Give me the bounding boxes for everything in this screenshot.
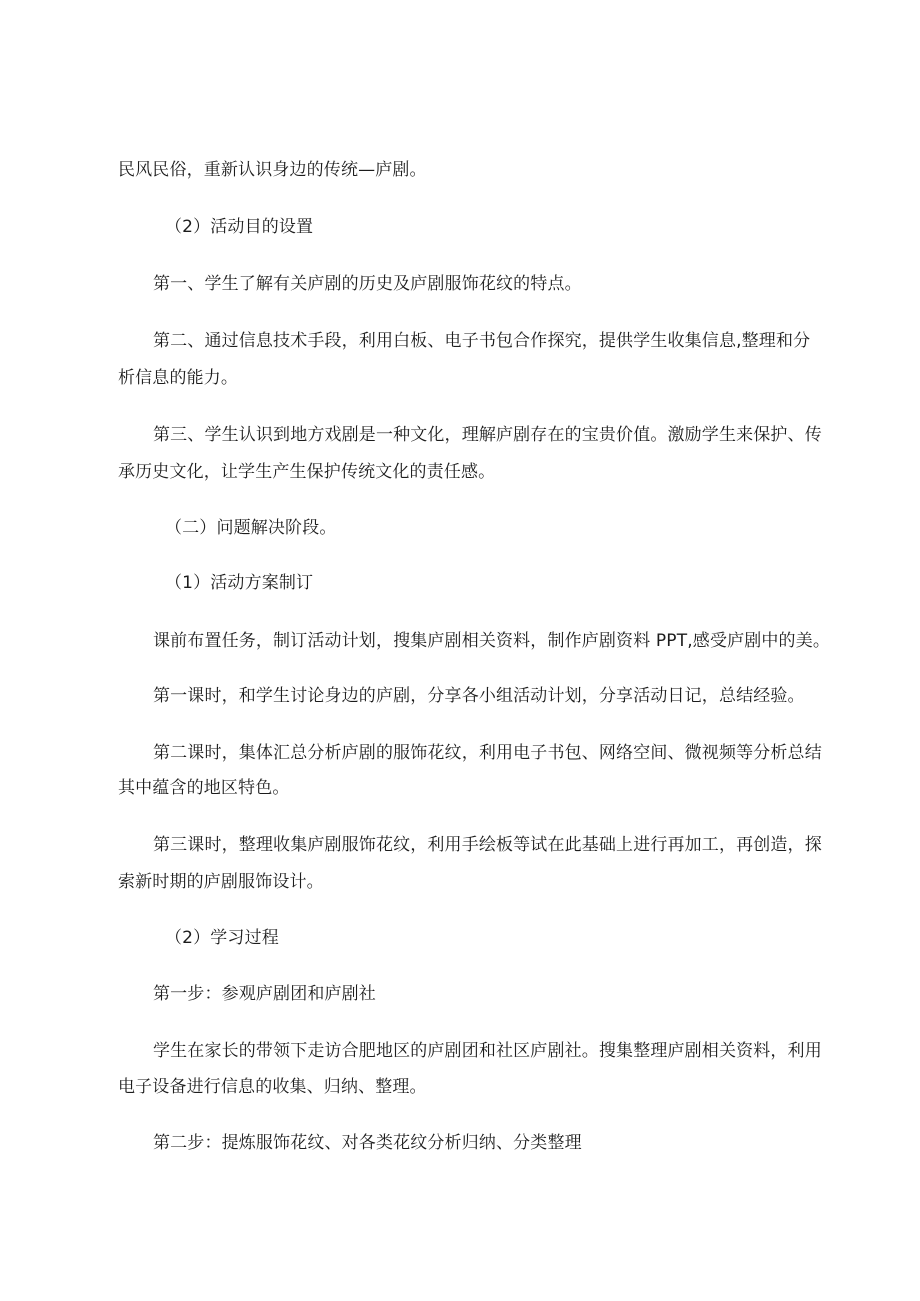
goal-first: 第一、学生了解有关庐剧的历史及庐剧服饰花纹的特点。 bbox=[153, 274, 582, 294]
plan-lesson-two-line2: 其中蕴含的地区特色。 bbox=[118, 778, 290, 798]
subheading-activity-plan: （1）活动方案制订 bbox=[165, 573, 314, 593]
plan-lesson-two-line1: 第二课时，集体汇总分析庐剧的服饰花纹，利用电子书包、网络空间、微视频等分析总结 bbox=[153, 743, 822, 763]
paragraph-continuation: 民风民俗，重新认识身边的传统—庐剧。 bbox=[118, 160, 427, 180]
goal-third-line1: 第三、学生认识到地方戏剧是一种文化，理解庐剧存在的宝贵价值。激励学生来保护、传 bbox=[153, 425, 822, 445]
step-one-body-line1: 学生在家长的带领下走访合肥地区的庐剧团和社区庐剧社。搜集整理庐剧相关资料，利用 bbox=[153, 1041, 822, 1061]
plan-preclass: 课前布置任务，制订活动计划，搜集庐剧相关资料，制作庐剧资料 PPT,感受庐剧中的美。 bbox=[153, 631, 830, 651]
goal-second-line1: 第二、通过信息技术手段，利用白板、电子书包合作探究，提供学生收集信息,整理和分 bbox=[153, 331, 811, 351]
step-one-title: 第一步：参观庐剧团和庐剧社 bbox=[153, 984, 376, 1004]
plan-lesson-one: 第一课时，和学生讨论身边的庐剧，分享各小组活动计划，分享活动日记，总结经验。 bbox=[153, 686, 805, 706]
step-one-body-line2: 电子设备进行信息的收集、归纳、整理。 bbox=[118, 1077, 427, 1097]
plan-lesson-three-line2: 索新时期的庐剧服饰设计。 bbox=[118, 872, 324, 892]
step-two-title: 第二步：提炼服饰花纹、对各类花纹分析归纳、分类整理 bbox=[153, 1133, 582, 1153]
subheading-activity-goal: （2）活动目的设置 bbox=[165, 217, 314, 237]
goal-second-line2: 析信息的能力。 bbox=[118, 368, 239, 388]
section-heading-problem-solving: （二）问题解决阶段。 bbox=[165, 518, 337, 538]
subheading-learning-process: （2）学习过程 bbox=[165, 928, 279, 948]
goal-third-line2: 承历史文化，让学生产生保护传统文化的责任感。 bbox=[118, 462, 496, 482]
plan-lesson-three-line1: 第三课时，整理收集庐剧服饰花纹，利用手绘板等试在此基础上进行再加工，再创造，探 bbox=[153, 835, 822, 855]
